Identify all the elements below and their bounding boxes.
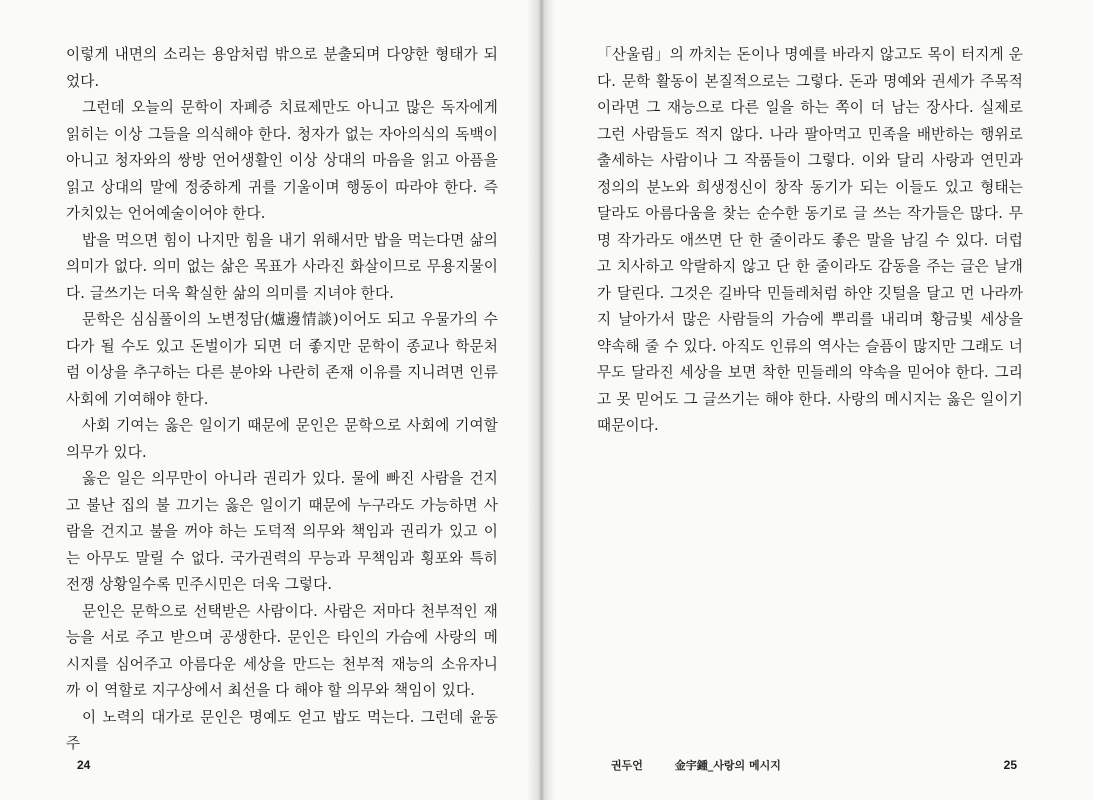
right-page-body <box>597 42 1023 440</box>
paragraph: 옳은 일은 의무만이 아니라 권리가 있다. 물에 빠진 사람을 건지고 불난 집의 불 끄기는 옳은 일이기 때문에 누구라도 가능하면 사람을 건지고 불을 꺼야 하는 도덕적 의무와 책임과 권리가 있고 이는 아무도 말릴 수 없다. 국가권력의 무능과 무책임과 횡포와 특히 전쟁 상황일수록 민주시민은 더욱 그렇다. <box>66 470 498 593</box>
book-gutter-shadow <box>527 0 555 800</box>
left-page <box>0 0 542 800</box>
paragraph: 이렇게 내면의 소리는 용암처럼 밖으로 분출되며 다양한 형태가 되었다. <box>66 46 498 90</box>
paragraph: 그런데 오늘의 문학이 자폐증 치료제만도 아니고 많은 독자에게 읽히는 이상 그들을 의식해야 한다. 청자가 없는 자아의식의 독백이 아니고 청자와의 쌍방 언어생활인 이상 상대의 마음을 읽고 아픔을 읽고 상대의 말에 정중하게 귀를 기울이며 행동이 따라야 한다. 즉 가치있는 언어예술이어야 한다. <box>66 99 499 222</box>
left-page-body <box>66 42 498 758</box>
running-footer-title: 金宇鍾_사랑의 메시지 <box>674 759 781 772</box>
paragraph: 문인은 문학으로 선택받은 사람이다. 사람은 저마다 천부적인 재능을 서로 주고 받으며 공생한다. 문인은 타인의 가슴에 사랑의 메시지를 심어주고 아름다운 세상을 만드는 천부적 재능의 소유자니까 이 역할로 지구상에서 최선을 다 해야 할 의무와 책임이 있다. <box>66 602 499 699</box>
right-page <box>547 0 1093 800</box>
page-number: 24 <box>77 758 91 772</box>
paragraph: 이 노력의 대가로 문인은 명예도 얻고 밥도 먹는다. 그런데 윤동주 <box>66 708 498 752</box>
paragraph: 사회 기여는 옳은 일이기 때문에 문인은 문학으로 사회에 기여할 의무가 있다. <box>66 417 498 461</box>
page-number: 25 <box>1003 758 1017 772</box>
running-footer-section: 권두언 <box>611 759 643 772</box>
paragraph: 문학은 심심풀이의 노변정담(爐邊情談)이어도 되고 우물가의 수다가 될 수도 있고 돈벌이가 되면 더 좋지만 문학이 종교나 학문처럼 이상을 추구하는 다른 분야와 나란히 존재 이유를 지니려면 인류사회에 기여해야 한다. <box>66 311 498 408</box>
paragraph: 밥을 먹으면 힘이 나지만 힘을 내기 위해서만 밥을 먹는다면 삶의 의미가 없다. 의미 없는 삶은 목표가 사라진 화살이므로 무용지물이다. 글쓰기는 더욱 확실한 삶의 의미를 지녀야 한다. <box>66 231 498 302</box>
paragraph: 「산울림」의 까치는 돈이나 명예를 바라지 않고도 목이 터지게 운다. 문학 활동이 본질적으로는 그렇다. 돈과 명예와 권세가 주목적이라면 그 재능으로 다른 일을 하는 쪽이 더 남는 장사다. 실제로 그런 사람들도 적지 않다. 나라 팔아먹고 민족을 배반하는 행위로 출세하는 사람이나 그 작품들이 그렇다. 이와 달리 사랑과 연민과 정의의 분노와 희생정신이 창작 동기가 되는 이들도 있고 형태는 달라도 아름다움을 찾는 순수한 동기로 글 쓰는 작가들은 많다. 무명 작가라도 애쓰면 단 한 줄이라도 좋은 말을 남길 수 있다. 더럽고 치사하고 악랄하지 않고 단 한 줄이라도 감동을 주는 글은 날개가 달린다. 그것은 길바닥 민들레처럼 하얀 깃털을 달고 먼 나라까지 날아가서 많은 사람들의 가슴에 뿌리를 내리며 황금빛 세상을 약속해 줄 수 있다. 아직도 인류의 역사는 슬픔이 많지만 그래도 너무도 달라진 세상을 보면 착한 민들레의 약속을 믿어야 한다. 그리고 못 믿어도 그 글쓰기는 해야 한다. 사랑의 메시지는 옳은 일이기 때문이다. <box>597 46 1023 434</box>
running-footer <box>611 757 781 773</box>
